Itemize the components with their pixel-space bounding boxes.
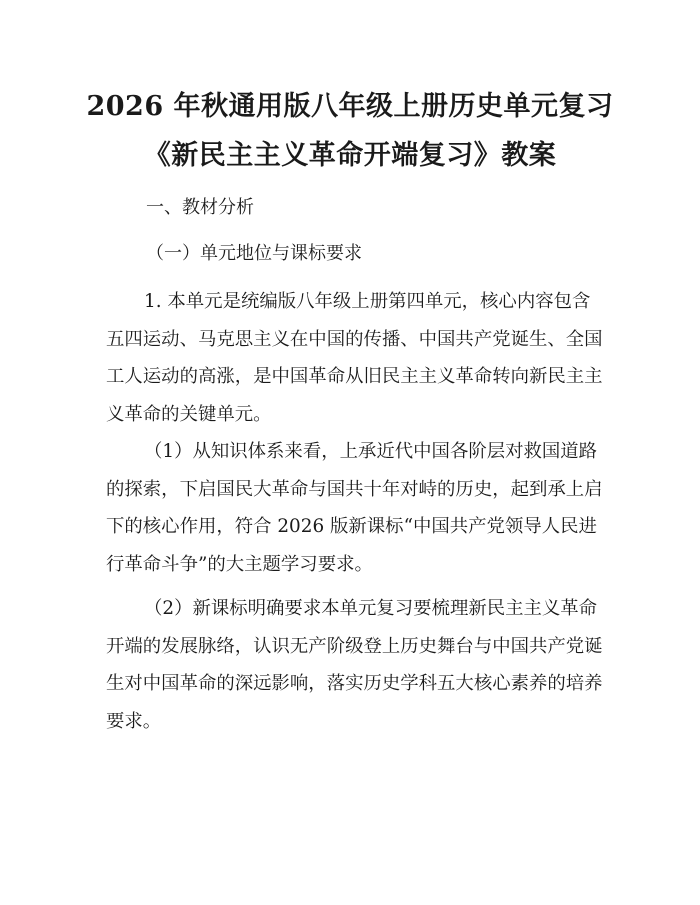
document-title-line-1: 2026 年秋通用版八年级上册历史单元复习	[86, 91, 614, 122]
paragraph-line: 义革命的关键单元。	[106, 403, 272, 425]
paragraph-line: 开端的发展脉络，认识无产阶级登上历史舞台与中国共产党诞	[106, 635, 603, 657]
paragraph-line: 要求。	[106, 710, 162, 732]
document-title-line-2: 《新民主主义革命开端复习》教案	[143, 140, 557, 171]
paragraph-line: 1. 本单元是统编版八年级上册第四单元，核心内容包含	[144, 291, 591, 312]
subsection-heading: （一）单元地位与课标要求	[146, 243, 362, 264]
paragraph-line: 五四运动、马克思主义在中国的传播、中国共产党诞生、全国	[106, 328, 603, 350]
paragraph-line: （1）从知识体系来看，上承近代中国各阶层对救国道路	[144, 441, 598, 462]
section-heading: 一、教材分析	[146, 197, 254, 218]
paragraph-3	[106, 590, 603, 740]
paragraph-line: 的探索，下启国民大革命与国共十年对峙的历史，起到承上启	[106, 478, 603, 500]
paragraph-2	[106, 433, 603, 583]
paragraph-1	[106, 283, 603, 433]
paragraph-line: （2）新课标明确要求本单元复习要梳理新民主主义革命	[144, 598, 598, 619]
paragraph-line: 生对中国革命的深远影响，落实历史学科五大核心素养的培养	[106, 673, 603, 694]
paragraph-line: 工人运动的高涨，是中国革命从旧民主主义革命转向新民主主	[106, 366, 603, 387]
paragraph-line: 下的核心作用，符合 2026 版新课标“中国共产党领导人民进	[106, 516, 597, 537]
paragraph-line: 行革命斗争”的大主题学习要求。	[106, 553, 373, 575]
